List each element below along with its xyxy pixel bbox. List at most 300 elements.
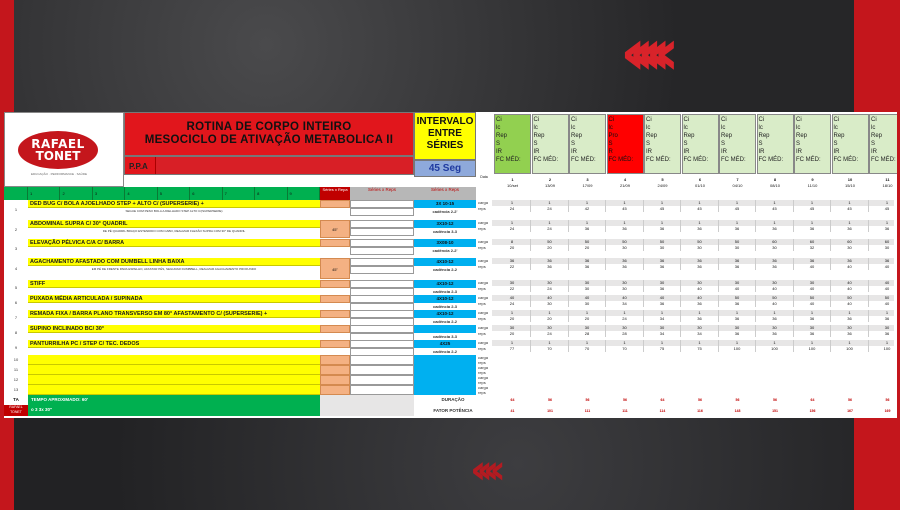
series-input[interactable]	[350, 325, 414, 333]
reps-value[interactable]: 30	[569, 286, 606, 292]
carga-value[interactable]: 50	[719, 239, 756, 245]
carga-value[interactable]: 1	[832, 200, 869, 206]
carga-value[interactable]: 1	[607, 310, 644, 316]
reps-value[interactable]: 36	[682, 226, 719, 232]
exercise-row	[4, 280, 894, 295]
session-card[interactable]	[719, 114, 756, 174]
carga-value[interactable]: 40	[644, 295, 681, 301]
series-input[interactable]	[350, 280, 414, 288]
carga-value[interactable]: 50	[757, 295, 794, 301]
reps-value[interactable]: 45	[682, 206, 719, 212]
exercise-name[interactable]: STIFF	[28, 280, 320, 288]
reps-value[interactable]: 36	[832, 316, 869, 322]
series-input[interactable]	[350, 340, 414, 348]
carga-value[interactable]: 50	[644, 239, 681, 245]
carga-value[interactable]: 30	[682, 325, 719, 331]
carga-value[interactable]: 1	[607, 200, 644, 206]
reps-value[interactable]: 40	[869, 264, 897, 270]
carga-value[interactable]: 50	[682, 239, 719, 245]
reps-value[interactable]: 36	[794, 331, 831, 337]
session-card[interactable]	[607, 114, 644, 174]
exercise-name-empty[interactable]	[28, 355, 320, 365]
reps-value[interactable]: 36	[832, 226, 869, 232]
reps-value[interactable]: 40	[869, 301, 897, 307]
carga-value[interactable]: 36	[569, 258, 606, 264]
reps-value[interactable]: 30	[682, 245, 719, 251]
reps-value[interactable]: 42	[569, 206, 606, 212]
series-input[interactable]	[350, 208, 414, 216]
carga-value[interactable]: 36	[757, 258, 794, 264]
carga-value[interactable]: 1	[794, 220, 831, 226]
reps-value[interactable]: 24	[607, 316, 644, 322]
reps-label: reps	[478, 370, 486, 375]
exercise-name[interactable]: PUXADA MÉDIA ARTICULADA / SUPINADA	[28, 295, 320, 303]
carga-value[interactable]: 30	[607, 280, 644, 286]
exercise-row	[4, 239, 894, 258]
reps-value[interactable]: 40	[832, 301, 869, 307]
session-date[interactable]: 08/10	[769, 183, 780, 188]
cadence-value: cadência 3-3	[414, 228, 476, 236]
rest-cell[interactable]	[320, 310, 350, 318]
reps-value[interactable]: 45	[607, 206, 644, 212]
session-card-line: FC MÉD:	[871, 157, 896, 163]
carga-value[interactable]: 50	[719, 295, 756, 301]
reps-value[interactable]: 36	[569, 264, 606, 270]
rest-cell[interactable]	[320, 280, 350, 288]
carga-value[interactable]: 40	[569, 295, 606, 301]
session-date[interactable]: 04/10	[732, 183, 743, 188]
reps-value[interactable]: 40	[832, 286, 869, 292]
carga-value[interactable]: 50	[869, 295, 897, 301]
session-card[interactable]	[644, 114, 681, 174]
carga-value[interactable]: 60	[794, 239, 831, 245]
reps-value[interactable]: 36	[757, 264, 794, 270]
carga-value[interactable]: 36	[719, 258, 756, 264]
reps-value[interactable]: 20	[494, 245, 531, 251]
carga-value[interactable]: 60	[757, 239, 794, 245]
carga-value[interactable]: 1	[644, 310, 681, 316]
series-input[interactable]	[350, 295, 414, 303]
session-number: 4	[623, 177, 627, 182]
carga-value[interactable]: 1	[494, 340, 531, 346]
logo-line1: RAFAEL	[31, 137, 85, 151]
reps-value[interactable]: 40	[757, 286, 794, 292]
carga-value[interactable]: 1	[794, 340, 831, 346]
reps-value[interactable]: 70	[569, 346, 606, 352]
reps-value[interactable]: 36	[644, 286, 681, 292]
series-input[interactable]	[350, 247, 414, 255]
series-prescription[interactable]	[414, 355, 476, 365]
carga-value[interactable]: 1	[869, 200, 897, 206]
reps-value[interactable]: 45	[719, 206, 756, 212]
exercise-name[interactable]: SUPINO INCLINADO BC/ 30°	[28, 325, 320, 333]
carga-value[interactable]: 50	[569, 239, 606, 245]
session-date[interactable]: 17/09	[582, 183, 593, 188]
series-prescription[interactable]	[414, 365, 476, 375]
reps-value[interactable]: 45	[794, 206, 831, 212]
reps-value[interactable]: 40	[682, 286, 719, 292]
reps-value[interactable]: 28	[607, 331, 644, 337]
reps-value[interactable]: 100	[869, 346, 897, 352]
session-date[interactable]: 10/set	[507, 183, 518, 188]
session-card-line: FC MÉD:	[646, 157, 671, 163]
exercise-name[interactable]: REMADA FIXA / BARRA PLANO TRANSVERSO EM 80° AFASTAMENTO C/ (SUPERSERIE) +	[28, 310, 320, 318]
reps-value[interactable]: 36	[644, 301, 681, 307]
carga-value[interactable]: 1	[607, 340, 644, 346]
rest-cell[interactable]	[320, 365, 350, 375]
reps-value[interactable]: 40	[719, 286, 756, 292]
carga-value[interactable]: 1	[682, 220, 719, 226]
reps-value[interactable]: 32	[794, 245, 831, 251]
carga-value[interactable]: 1	[757, 220, 794, 226]
carga-value[interactable]: 1	[644, 220, 681, 226]
carga-value[interactable]: 1	[869, 220, 897, 226]
reps-value[interactable]: 20	[569, 316, 606, 322]
ppa-label: P.P.A	[129, 162, 148, 171]
reps-value[interactable]: 40	[794, 264, 831, 270]
reps-value[interactable]: 36	[869, 226, 897, 232]
carga-value[interactable]: 1	[532, 200, 569, 206]
carga-value[interactable]: 30	[794, 325, 831, 331]
reps-value[interactable]: 36	[682, 264, 719, 270]
session-number: 7	[736, 177, 739, 182]
carga-value[interactable]: 30	[869, 325, 897, 331]
reps-value[interactable]: 75	[644, 346, 681, 352]
exercise-index: 4	[14, 266, 18, 271]
rest-cell[interactable]	[320, 375, 350, 385]
carga-value[interactable]: 50	[794, 295, 831, 301]
session-card[interactable]	[569, 114, 606, 174]
reps-value[interactable]: 22	[494, 264, 531, 270]
reps-value[interactable]: 36	[719, 226, 756, 232]
session-card[interactable]	[494, 114, 531, 174]
reps-value[interactable]: 22	[494, 286, 531, 292]
carga-value[interactable]: 1	[757, 200, 794, 206]
carga-value[interactable]: 1	[644, 340, 681, 346]
carga-value[interactable]: 60	[832, 239, 869, 245]
reps-value[interactable]: 100	[832, 346, 869, 352]
reps-value[interactable]: 36	[794, 316, 831, 322]
carga-value[interactable]: 40	[607, 295, 644, 301]
rest-cell[interactable]	[320, 355, 350, 365]
carga-value[interactable]: 1	[569, 220, 606, 226]
reps-value[interactable]: 30	[607, 245, 644, 251]
rest-cell[interactable]	[320, 325, 350, 333]
carga-value[interactable]: 30	[644, 280, 681, 286]
reps-value[interactable]: 45	[644, 206, 681, 212]
carga-value[interactable]: 30	[569, 325, 606, 331]
reps-value[interactable]: 40	[794, 301, 831, 307]
carga-value[interactable]: 1	[719, 220, 756, 226]
rest-cell[interactable]	[320, 239, 350, 247]
series-input[interactable]	[350, 266, 414, 274]
reps-value[interactable]: 30	[644, 245, 681, 251]
carga-value[interactable]: 30	[494, 280, 531, 286]
reps-value[interactable]: 30	[569, 301, 606, 307]
reps-value[interactable]: 20	[532, 245, 569, 251]
carga-value[interactable]: 50	[607, 239, 644, 245]
reps-value[interactable]: 36	[719, 264, 756, 270]
carga-value[interactable]: 1	[682, 200, 719, 206]
series-prescription[interactable]	[414, 375, 476, 385]
carga-value[interactable]: 50	[532, 239, 569, 245]
carga-value[interactable]: 30	[832, 325, 869, 331]
rest-cell[interactable]: 45"	[320, 220, 350, 238]
reps-value[interactable]: 24	[532, 286, 569, 292]
fator-value: 111	[622, 409, 628, 413]
ppa-value-cell[interactable]	[155, 157, 413, 174]
carga-value[interactable]: 36	[832, 258, 869, 264]
cadence-value: cadência 2-3	[414, 303, 476, 311]
session-card[interactable]	[757, 114, 794, 174]
reps-value[interactable]: 34	[682, 331, 719, 337]
reps-value[interactable]: 36	[607, 264, 644, 270]
reps-value[interactable]: 36	[832, 331, 869, 337]
reps-value[interactable]: 30	[757, 245, 794, 251]
ppa-field[interactable]	[124, 156, 414, 175]
carga-value[interactable]: 36	[532, 258, 569, 264]
carga-value[interactable]: 1	[494, 200, 531, 206]
series-input[interactable]	[350, 220, 414, 228]
carga-value[interactable]: 30	[607, 325, 644, 331]
carga-label: carga	[478, 375, 489, 380]
session-card-line: IR	[496, 149, 502, 155]
fator-red-cell: RAFAEL TONET	[4, 405, 28, 416]
reps-value[interactable]: 20	[532, 316, 569, 322]
exercise-name[interactable]: ABDOMINAL SUPRA C/ 30° QUADRIL	[28, 220, 320, 228]
session-card[interactable]	[869, 114, 897, 174]
carga-value[interactable]: 1	[682, 340, 719, 346]
carga-value[interactable]: 1	[719, 200, 756, 206]
reps-value[interactable]: 36	[757, 226, 794, 232]
reps-value[interactable]: 30	[532, 301, 569, 307]
carga-value[interactable]: 40	[869, 280, 897, 286]
carga-value[interactable]: 40	[682, 295, 719, 301]
reps-value[interactable]: 24	[494, 301, 531, 307]
series-input[interactable]	[350, 228, 414, 236]
reps-value[interactable]: 75	[682, 346, 719, 352]
reps-value[interactable]: 36	[644, 226, 681, 232]
reps-value[interactable]: 20	[569, 245, 606, 251]
carga-value[interactable]: 1	[607, 220, 644, 226]
carga-value[interactable]: 30	[794, 280, 831, 286]
duracao-value: 56	[623, 398, 627, 402]
rest-cell[interactable]	[320, 385, 350, 395]
reps-value[interactable]: 36	[719, 316, 756, 322]
exercise-description: SEGUE COM PESO BOLA AJOELHADO STEP ALTO C/(SUPERSERIE)	[28, 208, 320, 220]
reps-value[interactable]: 36	[794, 226, 831, 232]
session-card[interactable]	[832, 114, 869, 174]
reps-value[interactable]: 36	[719, 301, 756, 307]
carga-value[interactable]: 1	[494, 310, 531, 316]
session-number: 3	[586, 177, 589, 182]
session-card[interactable]	[532, 114, 569, 174]
exercise-name[interactable]: DED BUG C/ BOLA AJOELHADO STEP + ALTO C/ (SUPERSERIE) +	[28, 200, 320, 208]
session-date[interactable]: 13/09	[544, 183, 555, 188]
reps-value[interactable]: 100	[794, 346, 831, 352]
carga-value[interactable]: 30	[532, 325, 569, 331]
duracao-value: 64	[810, 398, 815, 402]
carga-value[interactable]: 36	[794, 258, 831, 264]
carga-value[interactable]: 36	[644, 258, 681, 264]
reps-value[interactable]: 36	[869, 331, 897, 337]
carga-value[interactable]: 60	[869, 239, 897, 245]
session-card[interactable]	[794, 114, 831, 174]
reps-value[interactable]: 36	[682, 301, 719, 307]
carga-value[interactable]: 1	[569, 340, 606, 346]
carga-value[interactable]: 1	[794, 310, 831, 316]
reps-value[interactable]: 40	[832, 264, 869, 270]
rest-cell[interactable]	[320, 340, 350, 348]
carga-value[interactable]: 30	[757, 280, 794, 286]
carga-value[interactable]: 1	[832, 220, 869, 226]
exercise-name[interactable]: AGACHAMENTO AFASTADO COM DUMBELL LINHA BAIXA	[28, 258, 320, 266]
carga-value[interactable]: 1	[644, 200, 681, 206]
carga-value[interactable]: 30	[719, 280, 756, 286]
reps-value[interactable]: 24	[494, 226, 531, 232]
carga-value[interactable]: 30	[569, 280, 606, 286]
reps-value[interactable]: 24	[532, 226, 569, 232]
carga-value[interactable]: 1	[532, 340, 569, 346]
session-date[interactable]: 21/09	[619, 183, 630, 188]
session-card[interactable]	[682, 114, 719, 174]
reps-value[interactable]: 20	[494, 331, 531, 337]
reps-value[interactable]: 36	[757, 316, 794, 322]
series-input[interactable]	[350, 385, 414, 395]
carga-value[interactable]: 30	[644, 325, 681, 331]
reps-value[interactable]: 36	[607, 226, 644, 232]
exercise-name-empty[interactable]	[28, 365, 320, 375]
session-date[interactable]: 01/10	[694, 183, 705, 188]
carga-value[interactable]: 8	[494, 239, 531, 245]
interval-value-cell[interactable]: 45 Seg	[414, 160, 476, 177]
series-input[interactable]	[350, 200, 414, 208]
exercise-index: 7	[14, 314, 18, 320]
carga-value[interactable]: 30	[719, 325, 756, 331]
series-input[interactable]	[350, 239, 414, 247]
carga-value[interactable]: 1	[532, 310, 569, 316]
reps-value[interactable]: 70	[607, 346, 644, 352]
carga-value[interactable]: 36	[494, 258, 531, 264]
reps-value[interactable]: 40	[869, 286, 897, 292]
reps-value[interactable]: 34	[607, 301, 644, 307]
reps-value[interactable]: 45	[869, 206, 897, 212]
reps-value[interactable]: 36	[757, 331, 794, 337]
reps-value[interactable]: 36	[532, 264, 569, 270]
session-number: 8	[773, 177, 777, 182]
carga-value[interactable]: 1	[682, 310, 719, 316]
carga-value[interactable]: 1	[569, 310, 606, 316]
series-input[interactable]	[350, 375, 414, 385]
carga-value[interactable]: 1	[719, 310, 756, 316]
reps-value[interactable]: 36	[869, 316, 897, 322]
carga-value[interactable]: 1	[494, 220, 531, 226]
carga-value[interactable]: 1	[832, 340, 869, 346]
carga-value[interactable]: 1	[719, 340, 756, 346]
reps-value[interactable]: 45	[757, 206, 794, 212]
carga-value[interactable]: 30	[494, 325, 531, 331]
session-card-line: Rep	[571, 133, 583, 139]
duracao-value: 56	[585, 398, 590, 402]
reps-value[interactable]: 36	[644, 264, 681, 270]
rest-cell[interactable]: 45"	[320, 258, 350, 279]
carga-value[interactable]: 30	[682, 280, 719, 286]
reps-value[interactable]: 30	[719, 245, 756, 251]
carga-value[interactable]: 1	[869, 310, 897, 316]
session-number: 9	[811, 177, 814, 182]
exercise-name[interactable]: ELEVAÇÃO PÉLVICA C/A C/ BARRA	[28, 239, 320, 247]
carga-value[interactable]: 50	[832, 295, 869, 301]
carga-value[interactable]: 1	[757, 310, 794, 316]
series-input[interactable]	[350, 365, 414, 375]
reps-value[interactable]: 70	[532, 346, 569, 352]
reps-value[interactable]: 30	[607, 286, 644, 292]
reps-value[interactable]: 30	[869, 245, 897, 251]
series-input[interactable]	[350, 310, 414, 318]
session-date[interactable]: 18/10	[882, 183, 893, 188]
series-input[interactable]	[350, 355, 414, 365]
reps-value[interactable]: 34	[644, 316, 681, 322]
carga-value[interactable]: 30	[757, 325, 794, 331]
reps-value[interactable]: 30	[832, 245, 869, 251]
carga-value[interactable]: 30	[532, 280, 569, 286]
reps-value[interactable]: 24	[494, 206, 531, 212]
session-card-line: S	[758, 141, 763, 147]
carga-value[interactable]: 1	[532, 220, 569, 226]
rest-cell[interactable]	[320, 295, 350, 303]
reps-value[interactable]: 24	[532, 206, 569, 212]
carga-value[interactable]: 1	[869, 340, 897, 346]
reps-value[interactable]: 34	[644, 331, 681, 337]
carga-value[interactable]: 40	[494, 295, 531, 301]
session-date[interactable]: 11/10	[807, 183, 818, 188]
reps-value[interactable]: 40	[757, 301, 794, 307]
series-prescription[interactable]	[414, 385, 476, 395]
reps-value[interactable]: 40	[794, 286, 831, 292]
rest-cell[interactable]	[320, 200, 350, 208]
reps-value[interactable]: 36	[682, 316, 719, 322]
exercise-name-empty[interactable]	[28, 385, 320, 395]
session-date[interactable]: 24/09	[657, 183, 668, 188]
reps-value[interactable]: 100	[757, 346, 794, 352]
carga-value[interactable]: 1	[569, 200, 606, 206]
exercise-name-empty[interactable]	[28, 375, 320, 385]
carga-value[interactable]: 40	[832, 280, 869, 286]
carga-value[interactable]: 40	[532, 295, 569, 301]
carga-value[interactable]: 36	[607, 258, 644, 264]
reps-value[interactable]: 20	[494, 316, 531, 322]
reps-value[interactable]: 24	[532, 331, 569, 337]
exercise-row	[4, 310, 894, 325]
carga-value[interactable]: 1	[757, 340, 794, 346]
exercise-name[interactable]: PANTURRILHA PC / STEP C/ TEC. DEDOS	[28, 340, 320, 348]
carga-value[interactable]: 1	[794, 200, 831, 206]
reps-label: reps	[478, 264, 486, 269]
reps-value[interactable]: 100	[719, 346, 756, 352]
session-date[interactable]: 15/10	[844, 183, 855, 188]
session-card-line: S	[833, 141, 838, 147]
carga-value[interactable]: 36	[869, 258, 897, 264]
series-input[interactable]	[350, 258, 414, 266]
session-card-line: Ci	[871, 117, 877, 123]
carga-value[interactable]: 1	[832, 310, 869, 316]
reps-value[interactable]: 45	[832, 206, 869, 212]
reps-value[interactable]: 28	[569, 331, 606, 337]
reps-value[interactable]: 36	[569, 226, 606, 232]
reps-value[interactable]: 77	[494, 346, 531, 352]
reps-value[interactable]: 36	[719, 331, 756, 337]
carga-value[interactable]: 36	[682, 258, 719, 264]
